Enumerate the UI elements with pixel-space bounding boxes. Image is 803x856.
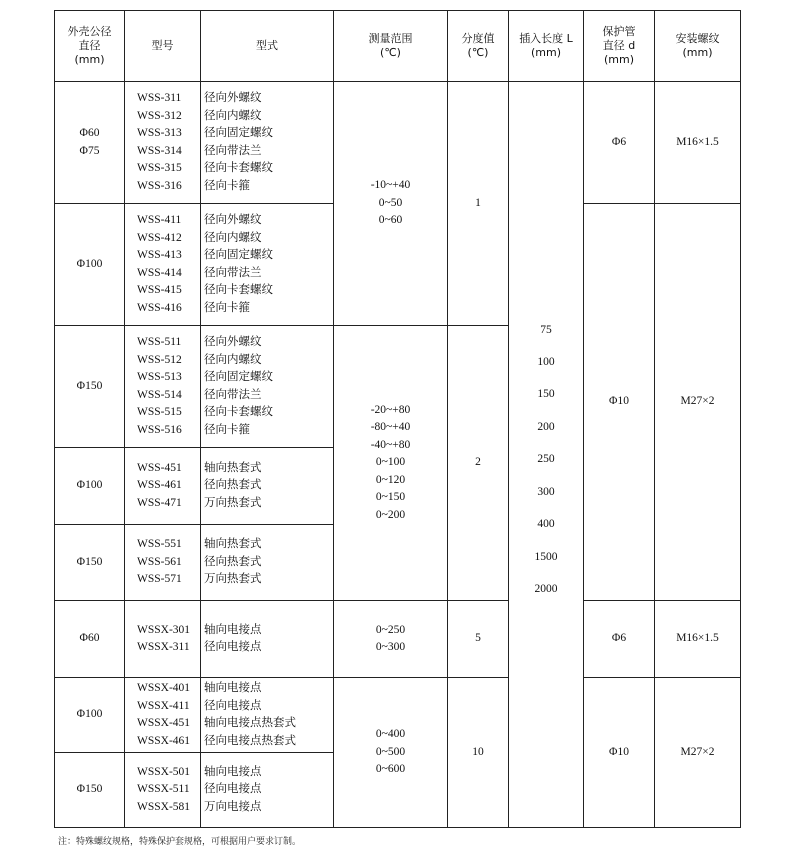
table-row xyxy=(55,678,741,753)
header-insert-length: 插入长度 L (mm) xyxy=(509,11,584,82)
range-cell: 0~250 0~300 xyxy=(334,601,448,678)
spec-table xyxy=(54,10,741,828)
table-row xyxy=(55,601,741,678)
model-cell: WSS-551 WSS-561 WSS-571 xyxy=(125,525,201,601)
diameter-cell: Φ150 xyxy=(55,525,125,601)
diameter-cell: Φ100 xyxy=(55,448,125,525)
diameter-cell: Φ60 xyxy=(55,601,125,678)
type-cell: 轴向电接点 径向电接点 万向电接点 xyxy=(201,753,334,828)
diameter-cell: Φ100 xyxy=(55,204,125,326)
type-cell: 轴向热套式 径向热套式 万向热套式 xyxy=(201,525,334,601)
thread-cell: M16×1.5 xyxy=(655,82,741,204)
diameter-cell: Φ100 xyxy=(55,678,125,753)
header-type: 型式 xyxy=(201,11,334,82)
type-cell: 轴向热套式 径向热套式 万向热套式 xyxy=(201,448,334,525)
diameter-cell: Φ150 xyxy=(55,326,125,448)
division-cell: 2 xyxy=(448,326,509,601)
diameter-cell: Φ150 xyxy=(55,753,125,828)
header-diameter: 外壳公径 直径 (mm) xyxy=(55,11,125,82)
header-division: 分度值 (℃) xyxy=(448,11,509,82)
type-cell: 径向外螺纹 径向内螺纹 径向固定螺纹 径向带法兰 径向卡套螺纹 径向卡箍 xyxy=(201,82,334,204)
model-cell: WSSX-301 WSSX-311 xyxy=(125,601,201,678)
header-range: 测量范围 (℃) xyxy=(334,11,448,82)
tube-diameter-cell: Φ6 xyxy=(584,82,655,204)
division-cell: 5 xyxy=(448,601,509,678)
header-row xyxy=(55,11,741,82)
footnote: 注：特殊螺纹规格，特殊保护套规格，可根据用户要求订制。 xyxy=(58,837,302,847)
diameter-cell: Φ60 Φ75 xyxy=(55,82,125,204)
model-cell: WSSX-401 WSSX-411 WSSX-451 WSSX-461 xyxy=(125,678,201,753)
thread-cell: M16×1.5 xyxy=(655,601,741,678)
range-cell: -20~+80 -80~+40 -40~+80 0~100 0~120 0~150 0~200 xyxy=(334,326,448,601)
range-cell: 0~400 0~500 0~600 xyxy=(334,678,448,828)
model-cell: WSS-451 WSS-461 WSS-471 xyxy=(125,448,201,525)
thread-cell: M27×2 xyxy=(655,678,741,828)
insert-length-cell: 75 100 150 200 250 300 400 1500 2000 xyxy=(509,82,584,828)
type-cell: 轴向电接点 径向电接点 轴向电接点热套式 径向电接点热套式 xyxy=(201,678,334,753)
type-cell: 轴向电接点 径向电接点 xyxy=(201,601,334,678)
division-cell: 10 xyxy=(448,678,509,828)
header-thread: 安装螺纹 (mm) xyxy=(655,11,741,82)
type-cell: 径向外螺纹 径向内螺纹 径向固定螺纹 径向带法兰 径向卡套螺纹 径向卡箍 xyxy=(201,326,334,448)
model-cell: WSS-311 WSS-312 WSS-313 WSS-314 WSS-315 WSS-316 xyxy=(125,82,201,204)
model-cell: WSS-511 WSS-512 WSS-513 WSS-514 WSS-515 WSS-516 xyxy=(125,326,201,448)
model-cell: WSSX-501 WSSX-511 WSSX-581 xyxy=(125,753,201,828)
tube-diameter-cell: Φ10 xyxy=(584,678,655,828)
header-model: 型号 xyxy=(125,11,201,82)
division-cell: 1 xyxy=(448,82,509,326)
header-tube-diameter: 保护管 直径 d (mm) xyxy=(584,11,655,82)
model-cell: WSS-411 WSS-412 WSS-413 WSS-414 WSS-415 WSS-416 xyxy=(125,204,201,326)
thread-cell: M27×2 xyxy=(655,204,741,601)
tube-diameter-cell: Φ6 xyxy=(584,601,655,678)
range-cell: -10~+40 0~50 0~60 xyxy=(334,82,448,326)
table-row xyxy=(55,82,741,204)
type-cell: 径向外螺纹 径向内螺纹 径向固定螺纹 径向带法兰 径向卡套螺纹 径向卡箍 xyxy=(201,204,334,326)
tube-diameter-cell: Φ10 xyxy=(584,204,655,601)
